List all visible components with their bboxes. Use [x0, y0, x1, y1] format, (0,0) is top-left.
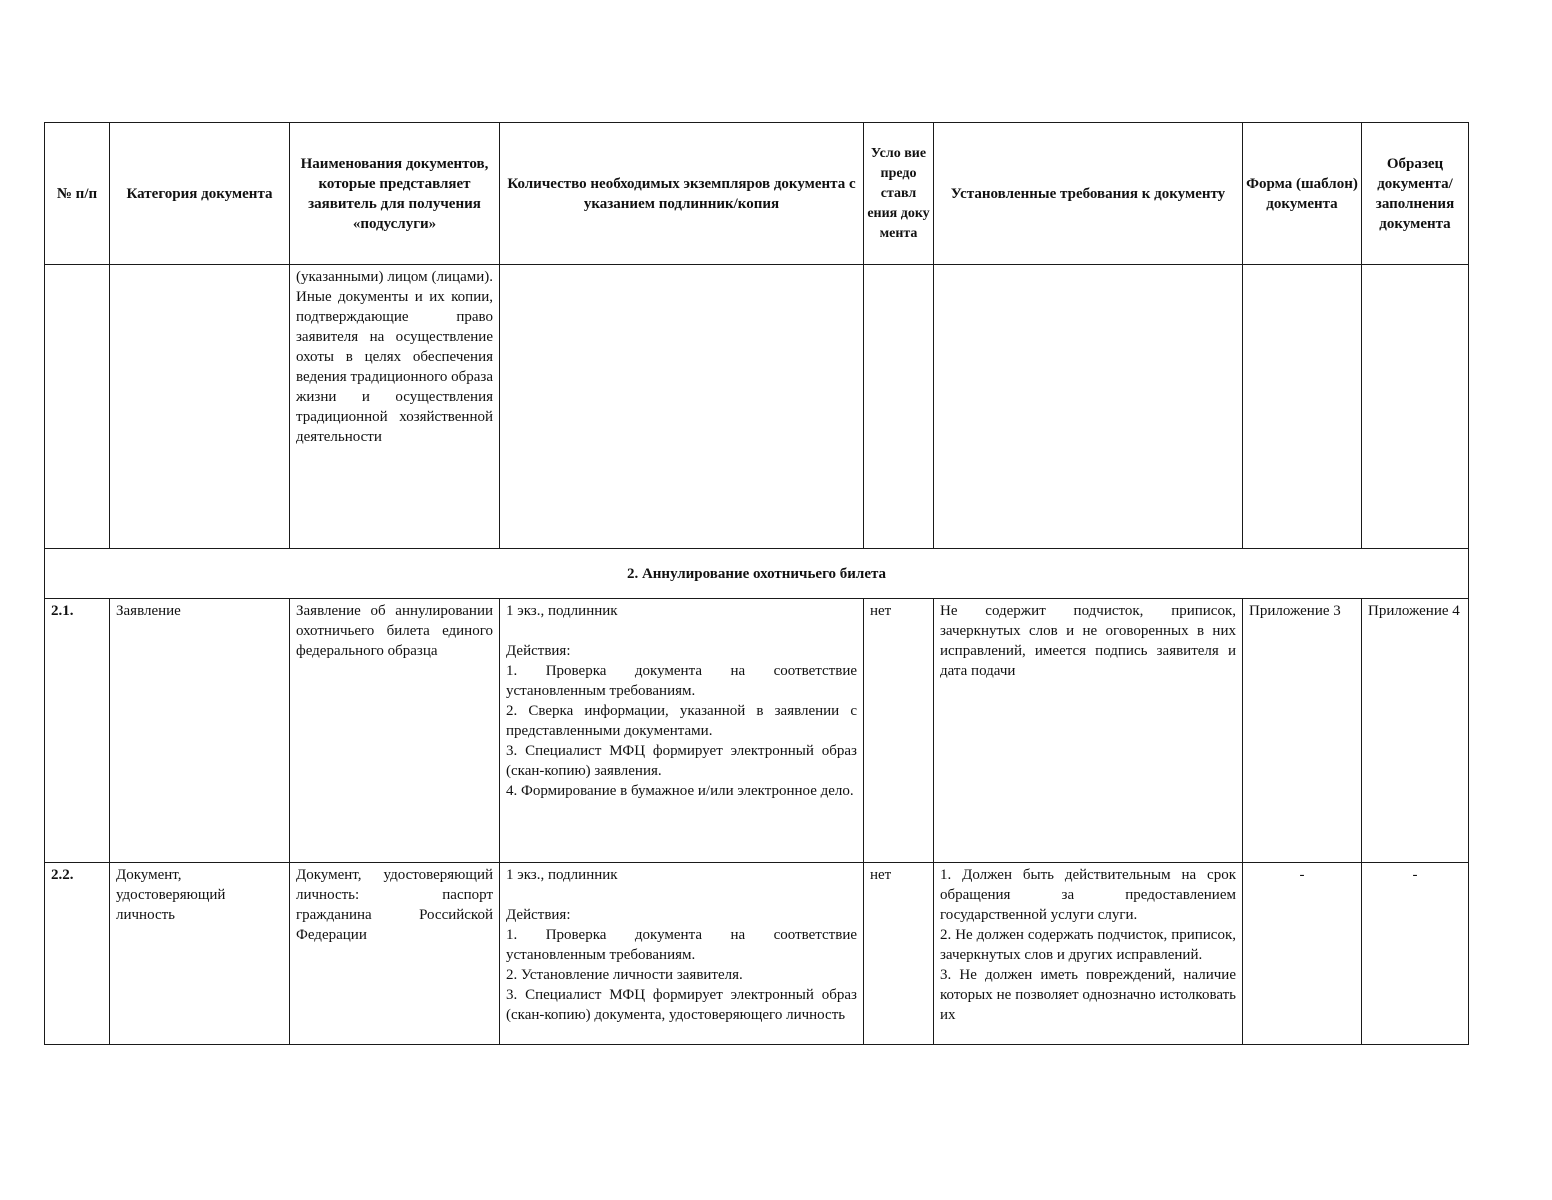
actions-label: Действия: [506, 643, 571, 659]
row-sample: - [1362, 863, 1469, 1045]
row-form: Приложение 3 [1243, 599, 1362, 863]
row-requirements [934, 599, 1243, 863]
row-condition: нет [864, 863, 934, 1045]
row-requirements [934, 863, 1243, 1045]
row-num: 2.1. [45, 599, 110, 863]
action-item: 2. Сверка информации, указанной в заявлении с представленными документами. [506, 703, 857, 739]
requirement-item: 3. Не должен иметь повреждений, наличие которых не позволяет однозначно истолковать их [940, 967, 1236, 1023]
row-num: 2.2. [45, 863, 110, 1045]
requirement-item: 2. Не должен содержать подчисток, приписок, зачеркнутых слов и других исправлений. [940, 927, 1236, 963]
table-row [45, 863, 1469, 1045]
quantity-head: 1 экз., подлинник [506, 603, 618, 619]
actions-label: Действия: [506, 907, 571, 923]
action-item: 1. Проверка документа на соответствие установленным требованиям. [506, 927, 857, 963]
action-item: 1. Проверка документа на соответствие установленным требованиям. [506, 663, 857, 699]
action-item: 3. Специалист МФЦ формирует электронный образ (скан-копию) документа, удостоверяющего личность [506, 987, 857, 1023]
header-quantity: Количество необходимых экземпляров документа с указанием подлинник/копия [500, 123, 864, 265]
header-category: Категория документа [110, 123, 290, 265]
section-title: 2. Аннулирование охотничьего билета [45, 549, 1469, 599]
row-quantity [500, 863, 864, 1045]
row-names: Заявление об аннулировании охотничьего билета единого федерального образца [290, 599, 500, 863]
header-names: Наименования документов, которые представляет заявитель для получения «подуслуги» [290, 123, 500, 265]
section-row [45, 549, 1469, 599]
header-condition: Усло вие предо ставл ения доку мента [864, 123, 934, 265]
header-sample: Образец документа/заполнения документа [1362, 123, 1469, 265]
row-form: - [1243, 863, 1362, 1045]
table-row [45, 599, 1469, 863]
quantity-head: 1 экз., подлинник [506, 867, 618, 883]
action-item: 2. Установление личности заявителя. [506, 967, 743, 983]
header-row [45, 123, 1469, 265]
requirement-item: 1. Должен быть действительным на срок обращения за предоставлением государственной услуги слуги. [940, 867, 1236, 923]
requirement-item: Не содержит подчисток, приписок, зачеркнутых слов и не оговоренных в них исправлений, имеется подпись заявителя и дата подачи [940, 603, 1236, 679]
row-names: Документ, удостоверяющий личность: паспорт гражданина Российской Федерации [290, 863, 500, 1045]
continuation-row [45, 265, 1469, 549]
row-quantity [500, 599, 864, 863]
header-form: Форма (шаблон) документа [1243, 123, 1362, 265]
row-sample: Приложение 4 [1362, 599, 1469, 863]
header-num: № п/п [45, 123, 110, 265]
action-item: 3. Специалист МФЦ формирует электронный образ (скан-копию) заявления. [506, 743, 857, 779]
documents-table [44, 122, 1469, 1045]
row-category: Документ, удостоверяющий личность [110, 863, 290, 1045]
continuation-names: (указанными) лицом (лицами). Иные документы и их копии, подтверждающие право заявителя на осуществление охоты в целях обеспечения ведения традиционного образа жизни и осуществления традиционной хозяйственной деятельности [290, 265, 500, 549]
row-condition: нет [864, 599, 934, 863]
row-category: Заявление [110, 599, 290, 863]
action-item: 4. Формирование в бумажное и/или электронное дело. [506, 783, 854, 799]
header-requirements: Установленные требования к документу [934, 123, 1243, 265]
